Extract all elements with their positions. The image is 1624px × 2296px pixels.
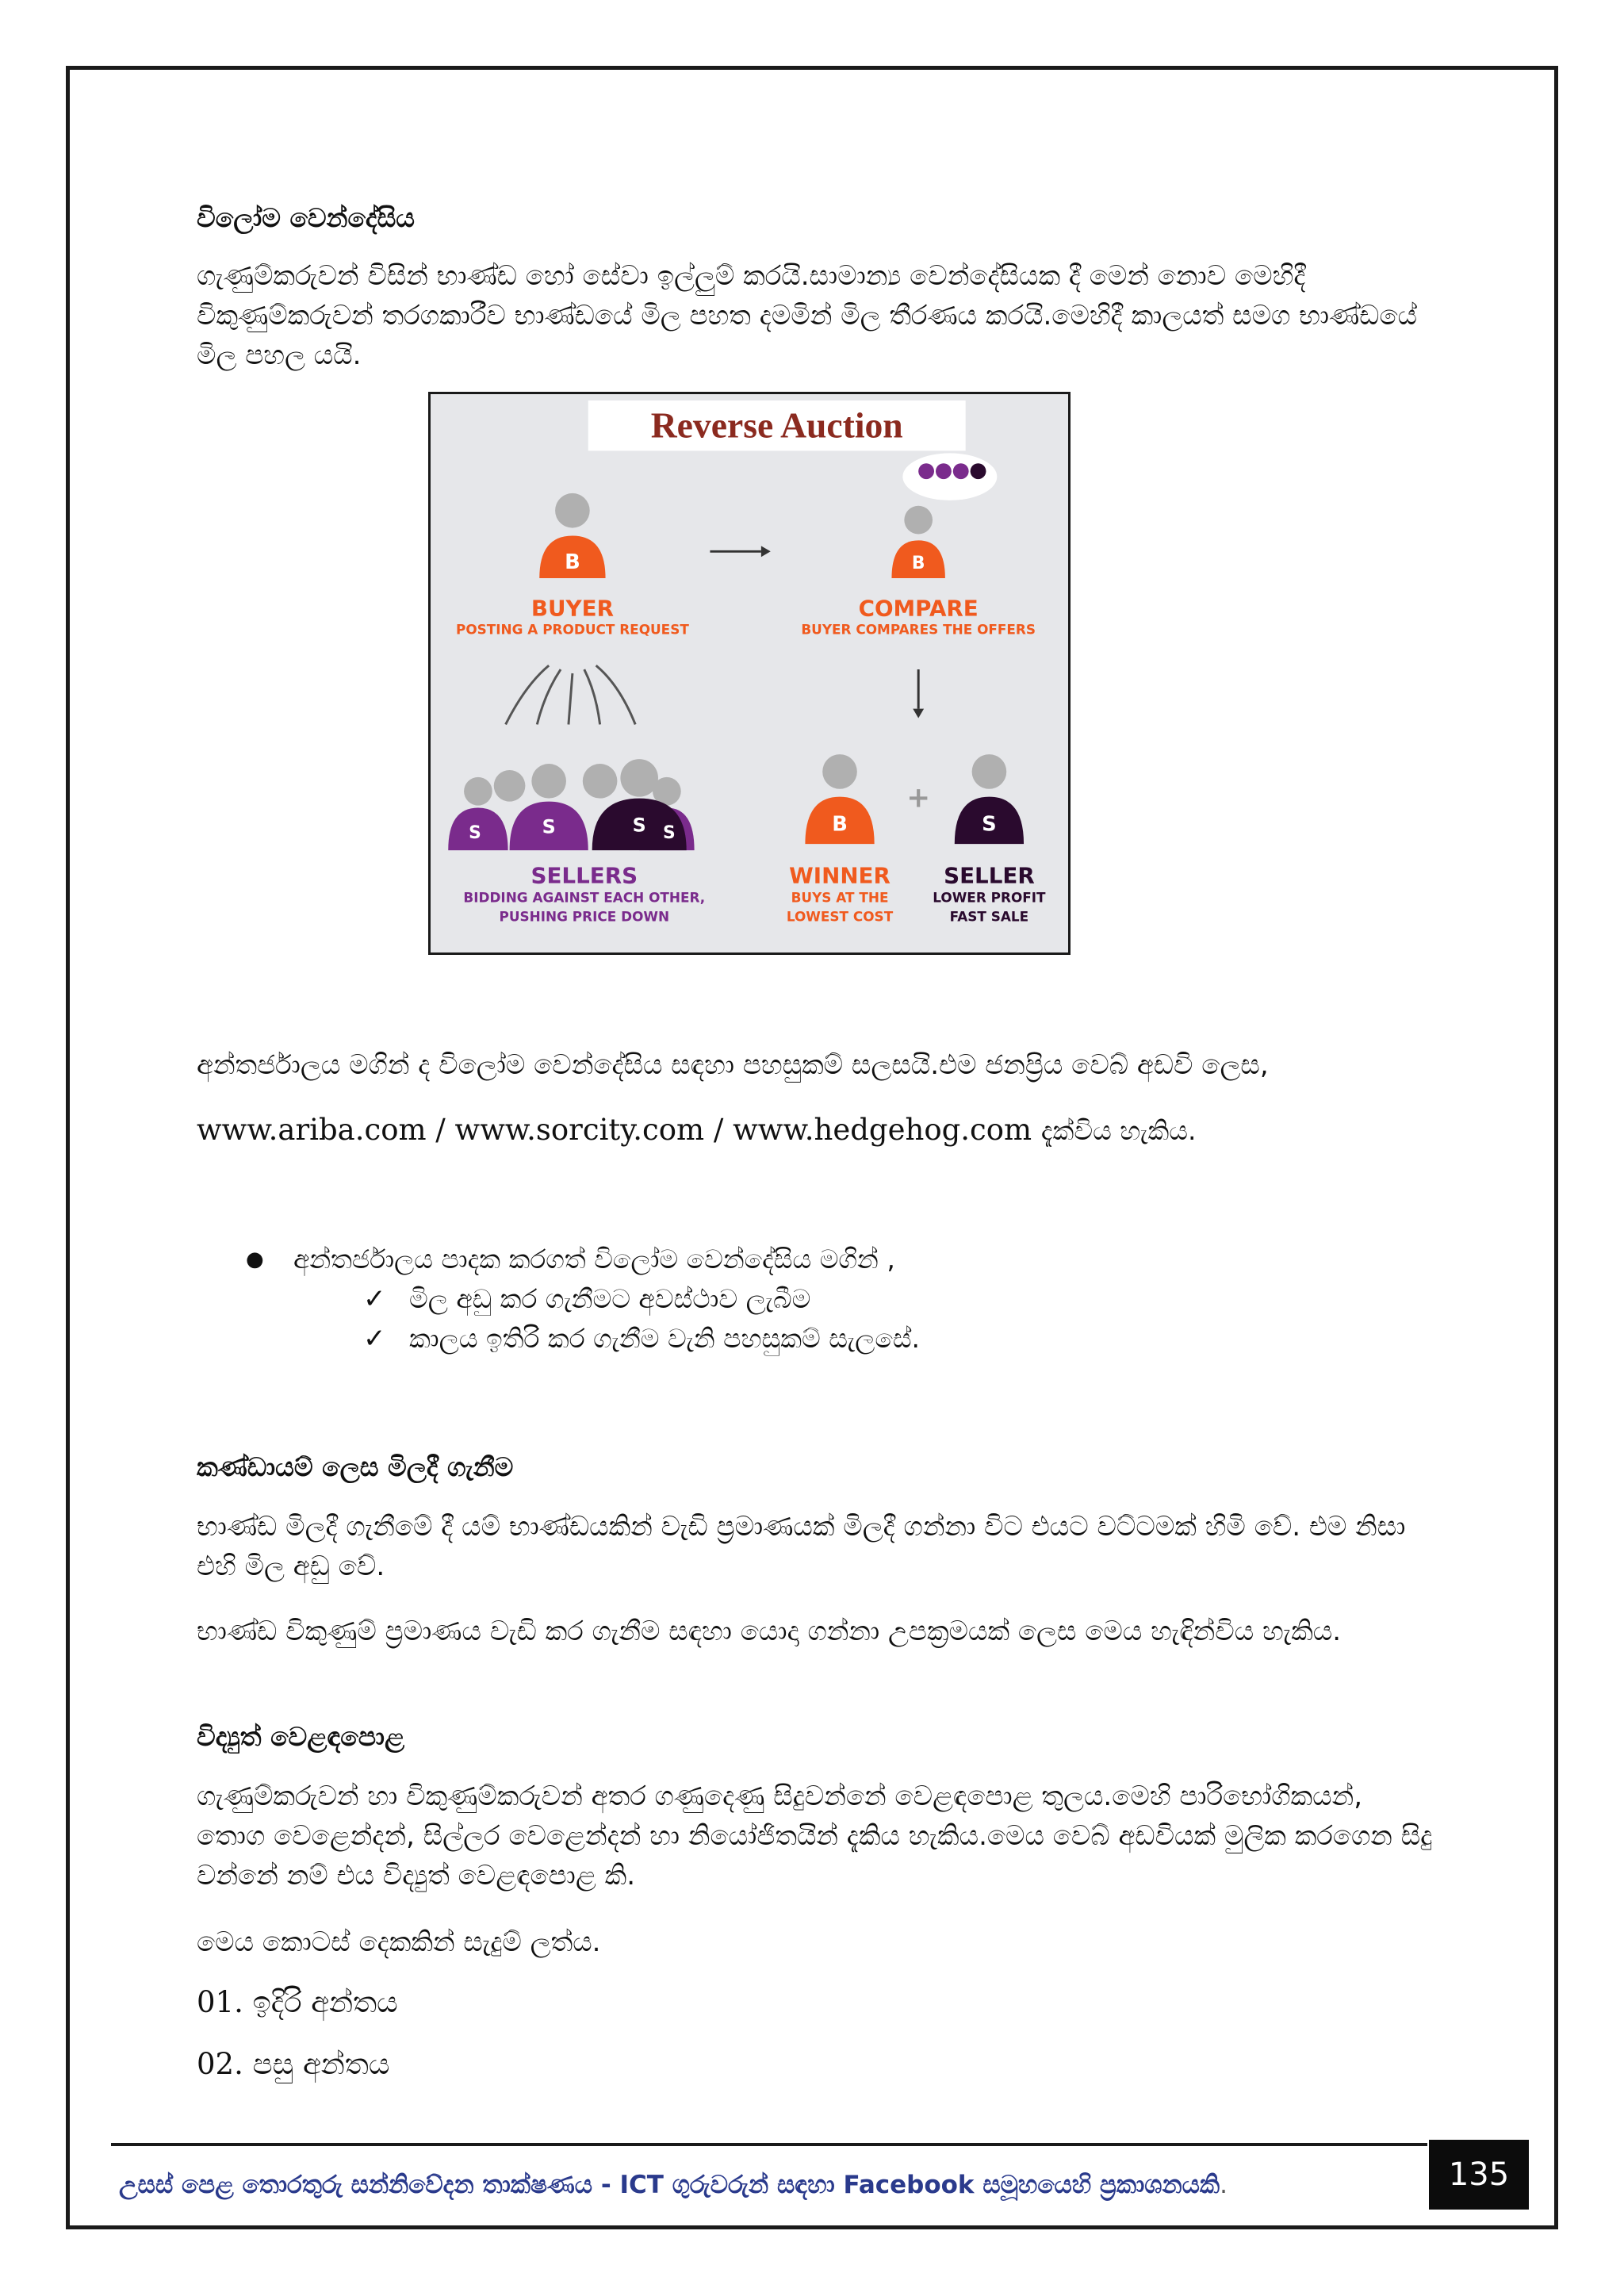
sellers-caption-2: PUSHING PRICE DOWN [499,908,670,925]
buyer-caption: POSTING A PRODUCT REQUEST [455,621,689,638]
benefits-list [246,1240,1356,1359]
reverse-auction-diagram [428,392,1071,955]
winner-caption-1: BUYS AT THE [791,889,889,906]
website-links-tail: දැක්විය හැකිය. [1040,1115,1197,1146]
list-item-back-end: 02. පසු අන්තය [197,2047,390,2081]
compare-caption: BUYER COMPARES THE OFFERS [801,621,1036,638]
winner-caption-2: LOWEST COST [786,908,894,925]
sellers-caption-1: BIDDING AGAINST EACH OTHER, [463,889,706,906]
footer-facebook: Facebook [843,2171,975,2199]
buyer-badge: B [565,550,580,575]
bullet-icon: ● [246,1248,264,1271]
website-links: www.ariba.com / www.sorcity.com / www.hedgehog.com [197,1113,1032,1147]
seller-label: SELLER [944,862,1035,889]
seller-caption-1: LOWER PROFIT [933,889,1046,906]
heading-group-buying: කණ්ඩායම් ලෙස මිලදී ගැනීම [197,1451,514,1482]
plus-icon: + [906,781,931,815]
check-item [363,1319,1356,1359]
check-text-1: මිල අඩු කර ගැනීමට අවස්ථාව ලැබීම [409,1283,811,1314]
footer-part-3: සමූහයෙහි ප්‍රකාශනයකි [974,2171,1220,2199]
compare-label: COMPARE [858,595,979,622]
seller-caption-2: FAST SALE [949,908,1029,925]
seller-badge-3: S [632,814,646,837]
footer-end: . [1220,2171,1228,2199]
compare-badge: B [911,554,925,574]
sellers-label: SELLERS [530,862,638,889]
paragraph-reverse-auction: ගැණුම්කරුවන් විසින් භාණ්ඩ හෝ සේවා ඉල්ලුම් කරයි.සාමාන්‍ය වෙන්දේසියක දී මෙන් නොව මෙහිදී විකුණුම්කරුවන් තරගකාරීව භාණ්ඩයේ මිල පහත දමමින් මිල තීරණය කරයි.මෙහිදී කාලයත් සමග භාණ්ඩයේ මිල පහල යයි. [197,260,1418,371]
seller-badge-2: S [542,815,556,838]
bullet-text: අන්තර්ජාලය පාදක කරගත් විලෝම වෙන්දේසිය මගින් , [293,1244,895,1274]
buyer-label: BUYER [530,595,614,622]
footer-caption [119,2164,1427,2206]
check-text-2: කාලය ඉතිරි කර ගැනීම වැනි පහසුකම් සැලසේ. [409,1323,921,1354]
winner-label: WINNER [789,862,891,889]
website-links-line [197,1109,1434,1152]
footer-divider [111,2143,1427,2146]
checkmark-icon: ✓ [363,1323,386,1355]
winner-badge: B [832,812,848,837]
heading-e-marketplace: විද්‍යුත් වෙළඳපොළ [197,1721,405,1752]
figure-title: Reverse Auction [650,404,903,446]
reverse-auction-svg [431,394,1068,953]
check-item [363,1279,1356,1319]
footer-part-1: උසස් පෙළ තොරතුරු සන්නිවේදන තාක්ෂණය - [119,2171,620,2199]
seller-badge-4: S [663,823,676,844]
seller-badge-1: S [469,823,481,844]
paragraph-parts: මෙය කොටස් දෙකකින් සැදුම් ලත්ය. [197,1926,601,1958]
paragraph-e-marketplace: ගැණුම්කරුවන් හා විකුණුම්කරුවන් අතර ගණුදෙණු සිදුවන්නේ වෙළඳපොළ තුලය.මෙහි පාරිභෝගිකයන්, තොග වෙළෙන්දන්, සිල්ලර වෙළෙන්දන් හා නියෝජිතයින් දැකිය හැකිය.මෙය වෙබ් අඩවියක් මුලික කරගෙන සිදු වන්නේ නම් එය විද්‍යුත් වෙළඳපොළ කි. [197,1780,1433,1892]
page-number: 135 [1429,2140,1529,2210]
list-item-front-end: 01. ඉදිරි අන්තය [197,1985,398,2019]
checkmark-icon: ✓ [363,1283,386,1315]
footer-part-2: ගුරුවරුන් සඳහා [663,2171,844,2199]
bullet-item [246,1240,1356,1279]
seller-badge: S [982,812,997,837]
paragraph-group-buying-2: භාණ්ඩ විකුණුම් ප්‍රමාණය වැඩි කර ගැනීම සඳහා යොදා ගන්නා උපක්‍රමයක් ලෙස මෙය හැඳින්විය හැකිය. [197,1616,1342,1647]
paragraph-group-buying-1: භාණ්ඩ මිලදී ගැනීමේ දී යම් භාණ්ඩයකින් වැඩි ප්‍රමාණයක් මිලදී ගන්නා විට එයට වට්ටමක් හිමි වේ. එම නිසා එහි මිල අඩු වේ. [197,1511,1406,1582]
heading-reverse-auction: විලෝම වෙන්දේසිය [197,202,416,233]
internet-sentence: අන්තර්ජාලය මගින් ද විලෝම වෙන්දේසිය සඳහා පහසුකම් සලසයි.එම ජනප්‍රිය වෙබ් අඩවි ලෙස, [197,1049,1269,1081]
footer-ict: ICT [619,2171,664,2199]
